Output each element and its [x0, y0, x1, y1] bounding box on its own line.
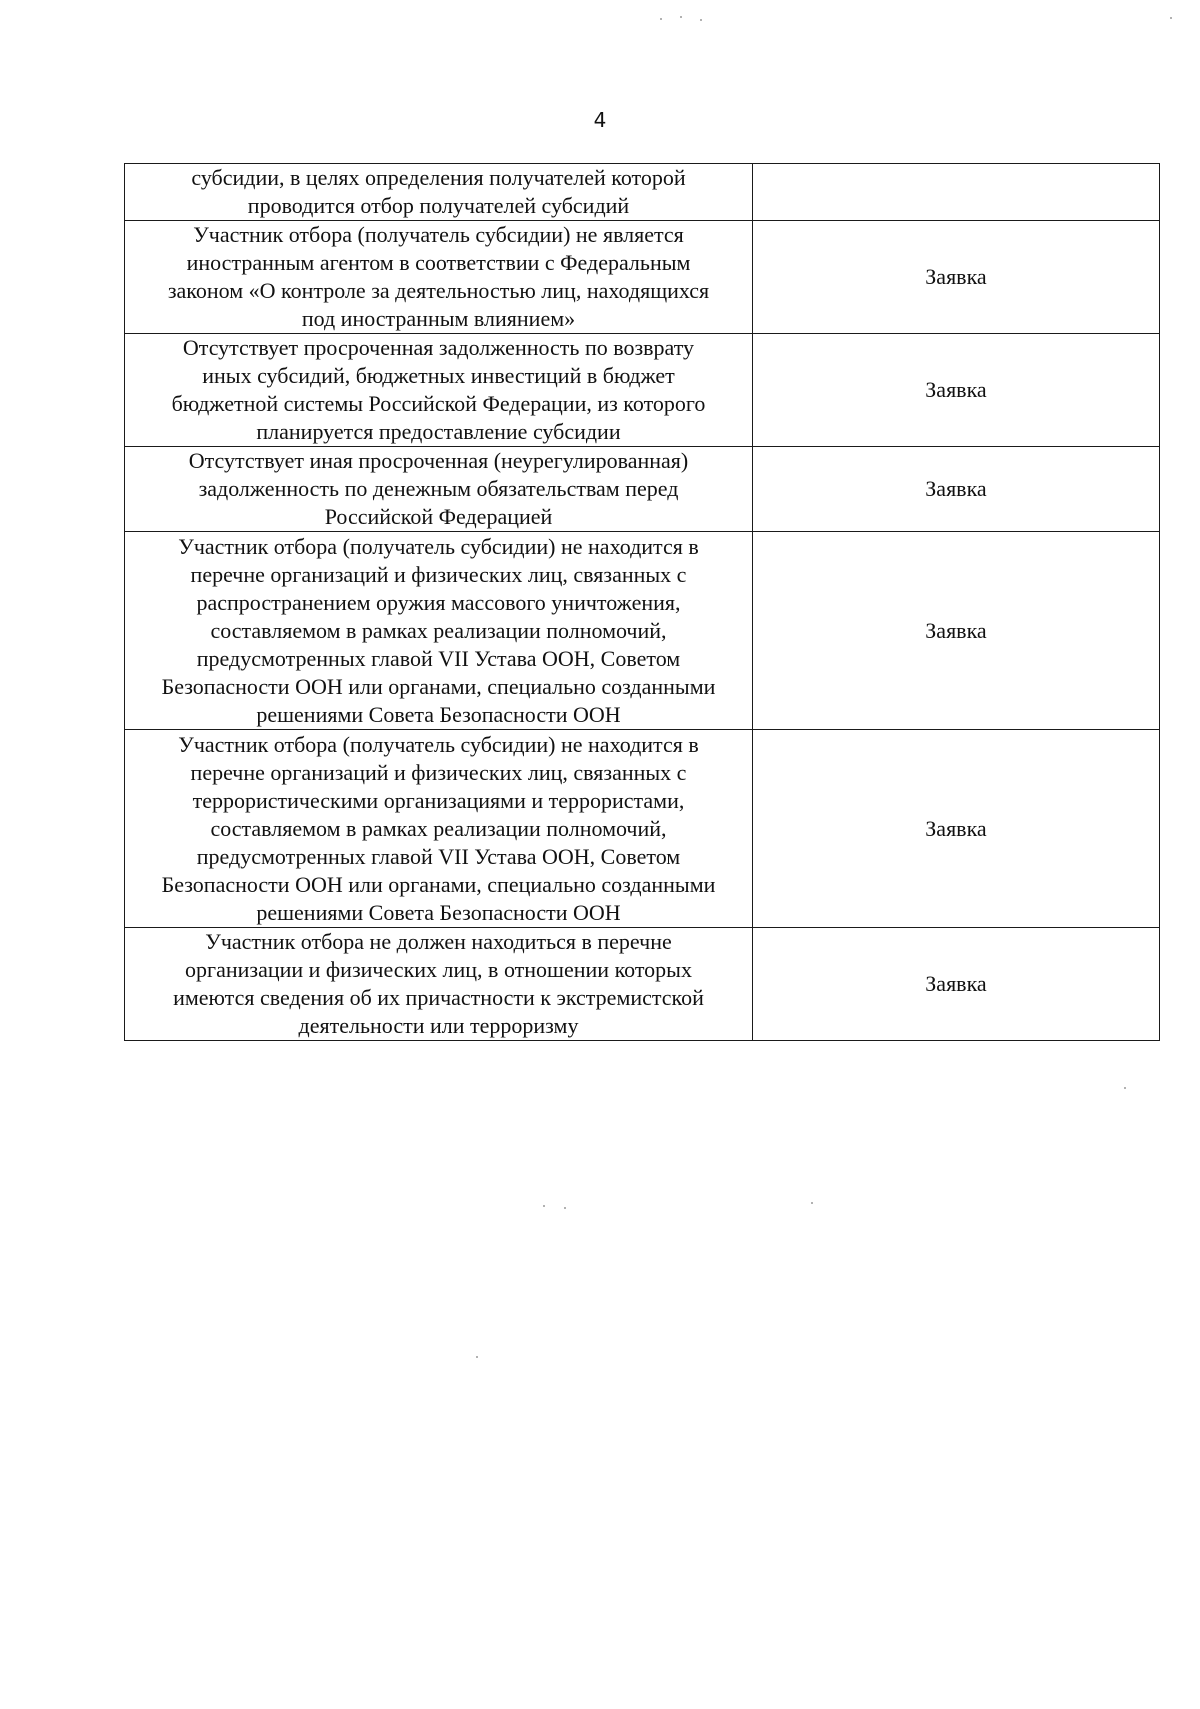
scan-speck: [564, 1207, 566, 1209]
requirement-cell: [125, 334, 753, 447]
requirements-table: [124, 163, 1160, 1041]
requirements-table-body: [125, 164, 1160, 1041]
table-row: [125, 221, 1160, 334]
page-number: 4: [593, 108, 607, 132]
requirement-text: Отсутствует иная просроченная (неурегулированная) задолженность по денежным обязательствам перед Российской Федерацией: [188, 448, 689, 529]
requirement-cell: [125, 221, 753, 334]
document-cell: Заявка: [753, 447, 1160, 532]
scan-speck: [811, 1202, 813, 1204]
requirement-text: Участник отбора (получатель субсидии) не находится в перечне организаций и физических лиц, связанных с распространением оружия массового уничтожения, составляемом в рамках реализации полномочий, предусмотренных главой VII Устава ООН, Советом Безопасности ООН или органами, специально созданными решениями Совета Безопасности ООН: [161, 533, 716, 727]
table-row: [125, 447, 1160, 532]
table-row: [125, 928, 1160, 1041]
table-row: [125, 532, 1160, 730]
scan-speck: [476, 1356, 478, 1358]
scan-speck: [1170, 17, 1172, 19]
requirement-text: субсидии, в целях определения получателей которой проводится отбор получателей субсидий: [191, 165, 686, 218]
scan-speck: [680, 16, 682, 18]
table-row: [125, 164, 1160, 221]
scan-speck: [660, 18, 662, 20]
scan-speck: [543, 1205, 545, 1207]
requirement-cell: [125, 164, 753, 221]
document-cell: Заявка: [753, 928, 1160, 1041]
requirement-cell: [125, 730, 753, 928]
document-cell: Заявка: [753, 532, 1160, 730]
requirement-text: Отсутствует просроченная задолженность по возврату иных субсидий, бюджетных инвестиций в бюджет бюджетной системы Российской Федерации, из которого планируется предоставление субсидии: [171, 335, 706, 444]
document-cell: Заявка: [753, 334, 1160, 447]
requirement-cell: [125, 928, 753, 1041]
scan-speck: [1124, 1087, 1126, 1089]
requirement-text: Участник отбора (получатель субсидии) не находится в перечне организаций и физических лиц, связанных с террористическими организациями и террористами, составляемом в рамках реализации полномочий, предусмотренных главой VII Устава ООН, Советом Безопасности ООН или органами, специально созданными решениями Совета Безопасности ООН: [161, 731, 716, 925]
requirement-cell: [125, 532, 753, 730]
requirement-cell: [125, 447, 753, 532]
document-cell: Заявка: [753, 730, 1160, 928]
table-row: [125, 730, 1160, 928]
document-cell: Заявка: [753, 221, 1160, 334]
scan-speck: [700, 19, 702, 21]
requirement-text: Участник отбора (получатель субсидии) не является иностранным агентом в соответствии с Федеральным законом «О контроле за деятельностью лиц, находящихся под иностранным влиянием»: [167, 222, 710, 331]
table-row: [125, 334, 1160, 447]
document-cell: [753, 164, 1160, 221]
requirement-text: Участник отбора не должен находиться в перечне организации и физических лиц, в отношении которых имеются сведения об их причастности к экстремистской деятельности или терроризму: [173, 929, 704, 1038]
